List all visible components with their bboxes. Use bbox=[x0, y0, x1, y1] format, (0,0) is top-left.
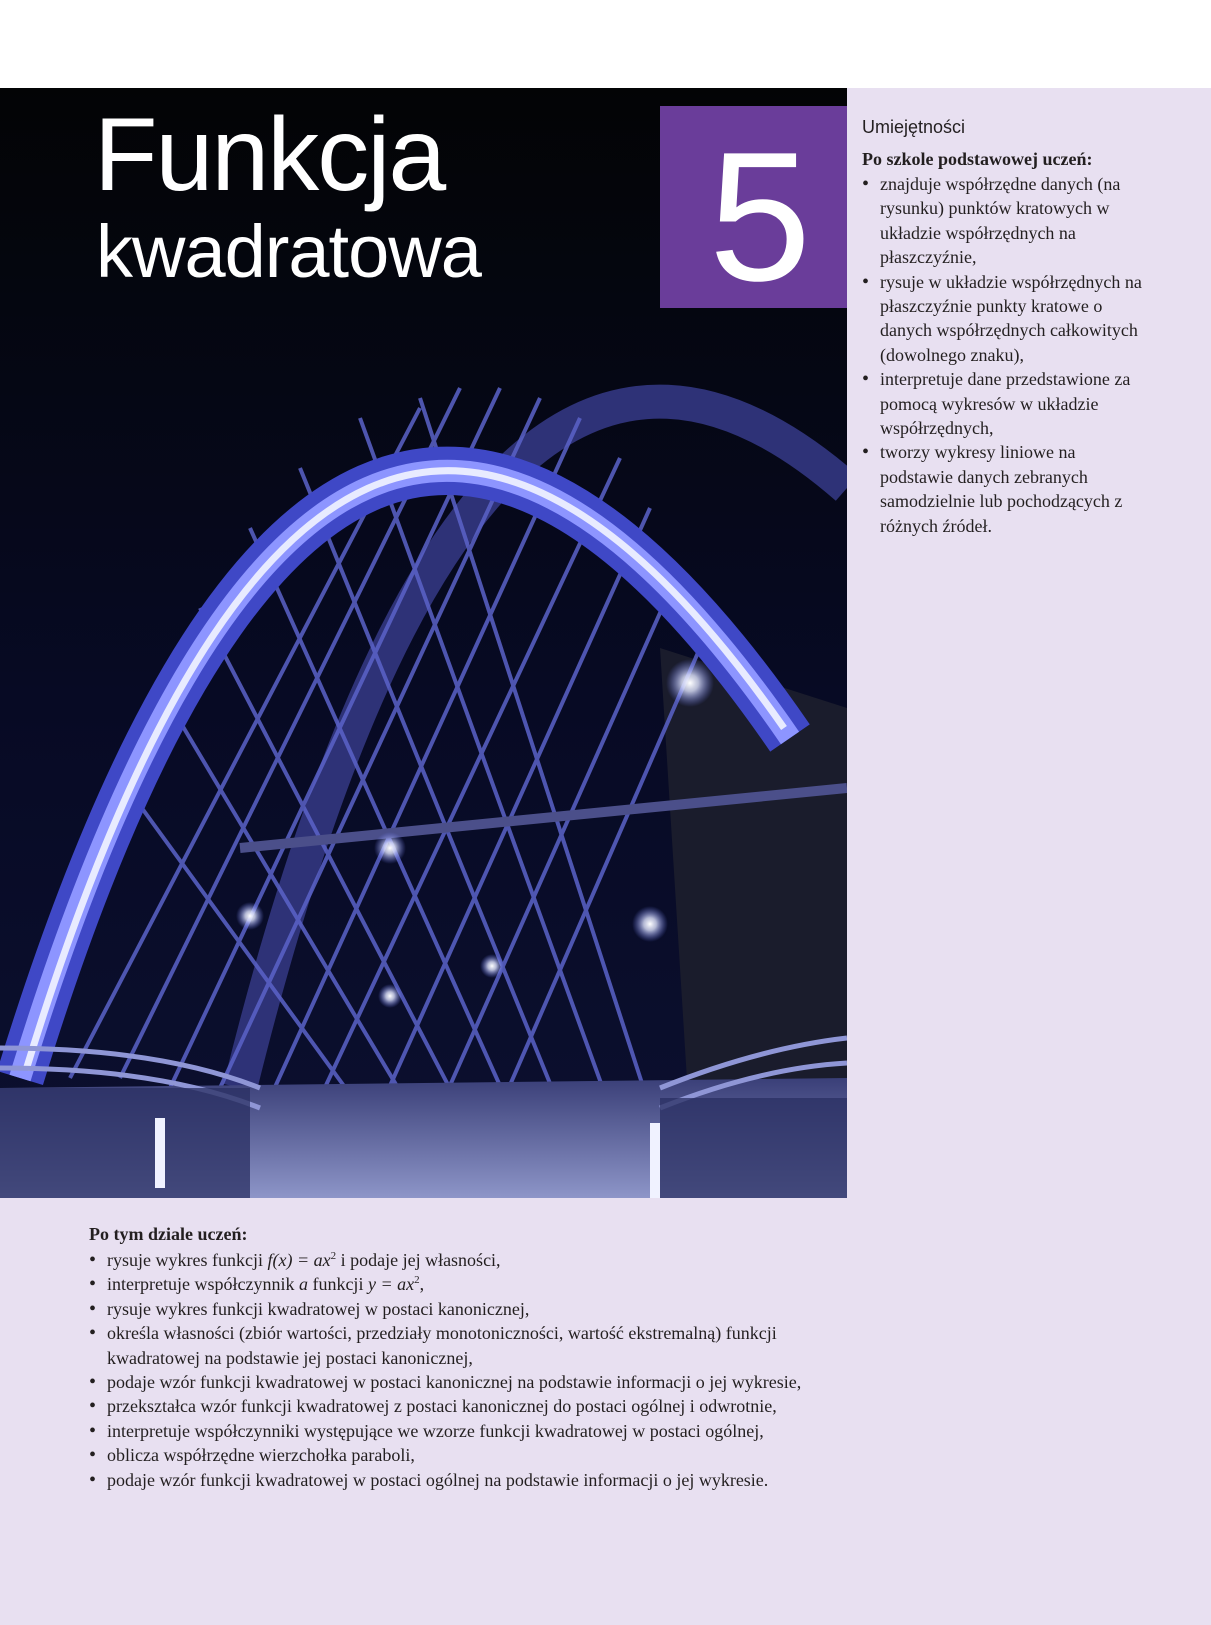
list-item: • interpretuje współczynniki występujące we wzorze funkcji kwadratowej w postaci ogólnej, bbox=[89, 1419, 849, 1443]
list-item: • tworzy wykresy liniowe na podstawie danych zebranych samodzielnie lub pochodzących z różnych źródeł. bbox=[862, 440, 1147, 538]
list-item bbox=[89, 1272, 849, 1296]
goals-subheading: Po tym dziale uczeń: bbox=[89, 1224, 248, 1244]
item-text: interpretuje współczynnik bbox=[107, 1274, 299, 1295]
item-text: i podaje jej własności, bbox=[336, 1250, 501, 1270]
list-item: • przekształca wzór funkcji kwadratowej z postaci kanonicznej do postaci ogólnej i odwrotnie, bbox=[89, 1394, 849, 1418]
chapter-title-line1: Funkcja bbox=[94, 97, 445, 213]
list-item: • podaje wzór funkcji kwadratowej w postaci ogólnej na podstawie informacji o jej wykresie. bbox=[89, 1468, 849, 1492]
list-item: • znajduje współrzędne danych (na rysunku) punktów kratowych w układzie współrzędnych na płaszczyźnie, bbox=[862, 172, 1147, 270]
chapter-title-line2: kwadratowa bbox=[96, 210, 481, 293]
list-item: • oblicza współrzędne wierzchołka paraboli, bbox=[89, 1443, 849, 1467]
skills-sidebar bbox=[862, 117, 1147, 538]
chapter-number: 5 bbox=[708, 113, 812, 319]
item-text: rysuje wykres funkcji bbox=[107, 1250, 268, 1270]
item-text: , bbox=[419, 1274, 425, 1295]
exponent: 2 bbox=[330, 1250, 337, 1262]
variable: a bbox=[298, 1274, 308, 1295]
goals-list bbox=[89, 1248, 849, 1492]
list-item: • rysuje w układzie współrzędnych na płaszczyźnie punkty kratowe o danych współrzędnych całkowitych (dowolnego znaku), bbox=[862, 270, 1147, 368]
formula: f(x) = ax bbox=[267, 1250, 331, 1270]
skills-heading: Umiejętności bbox=[862, 117, 966, 137]
item-text: funkcji bbox=[307, 1274, 368, 1295]
list-item: • rysuje wykres funkcji kwadratowej w postaci kanonicznej, bbox=[89, 1297, 849, 1321]
list-item bbox=[89, 1248, 849, 1272]
skills-list bbox=[862, 172, 1147, 538]
chapter-number-box bbox=[660, 106, 847, 319]
skills-subheading: Po szkole podstawowej uczeń: bbox=[862, 149, 1093, 169]
goals-section bbox=[89, 1222, 849, 1492]
formula: y = ax bbox=[367, 1274, 415, 1295]
list-item: • określa własności (zbiór wartości, przedziały monotoniczności, wartość ekstremalną) funkcji kwadratowej na podstawie jej postaci kanonicznej, bbox=[89, 1321, 849, 1370]
list-item: • podaje wzór funkcji kwadratowej w postaci kanonicznej na podstawie informacji o jej wykresie, bbox=[89, 1370, 849, 1394]
list-item: • interpretuje dane przedstawione za pomocą wykresów w układzie współrzędnych, bbox=[862, 367, 1147, 440]
exponent: 2 bbox=[414, 1274, 420, 1287]
